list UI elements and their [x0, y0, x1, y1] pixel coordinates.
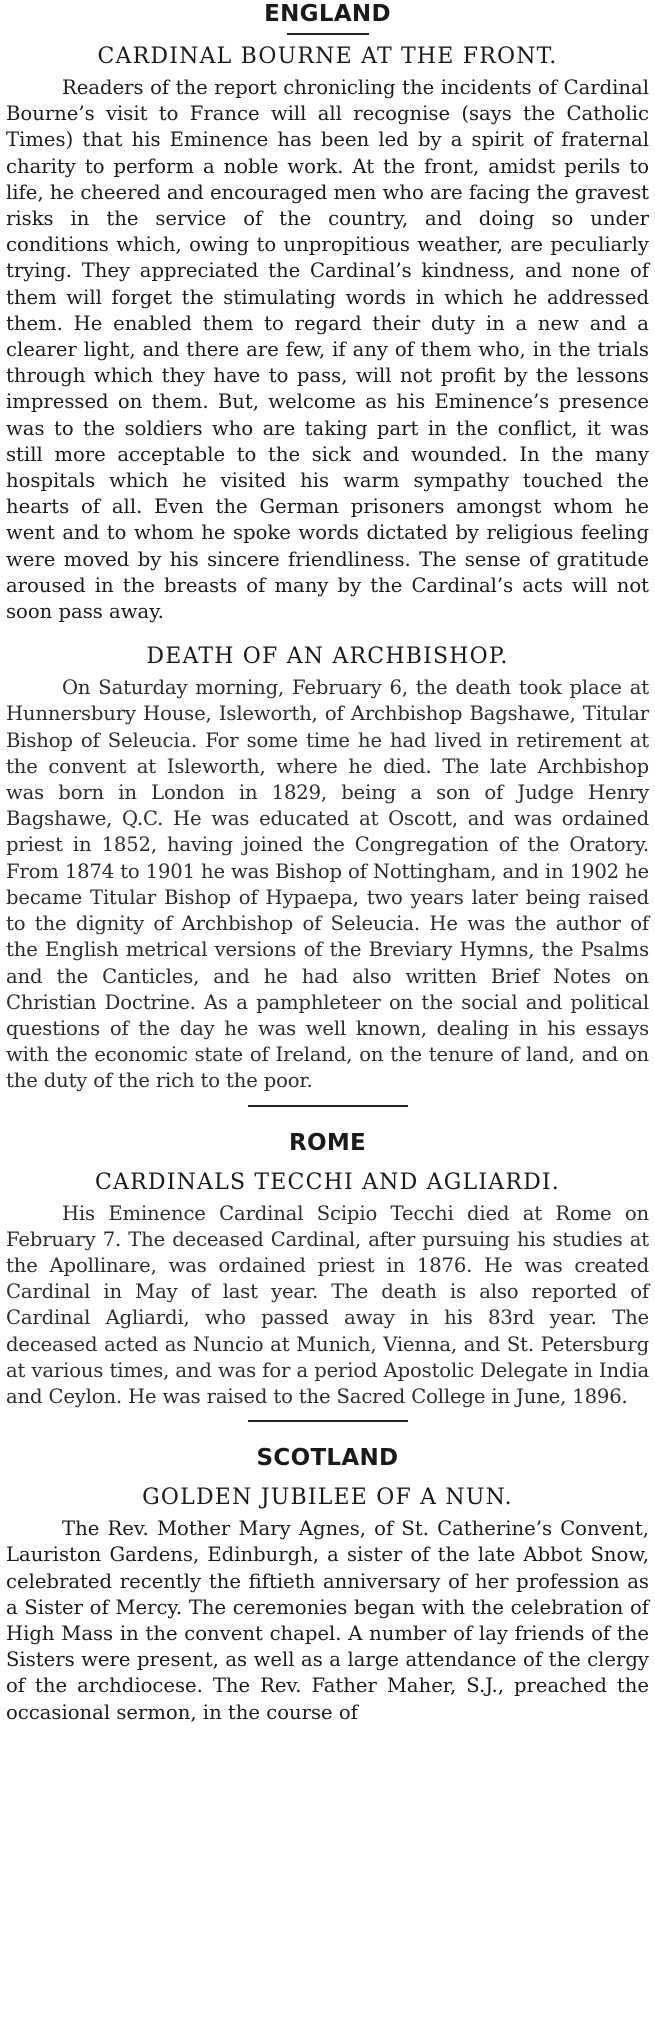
article-body-golden-jubilee: The Rev. Mother Mary Agnes, of St. Catherine’s Convent, Lauriston Gardens, Edinburgh, a sister of the late Abbot Snow, celebrated recently the fiftieth anniversary of her profession as a Sister of Mercy. The ceremonies began with the celebration of High Mass in the convent chapel. A number of lay friends of the Sisters were present, as well as a large attendance of the clergy of the archdiocese. The Rev. Father Maher, S.J., preached the occasional sermon, in the course of: [6, 1517, 649, 1724]
section-divider: [248, 1420, 408, 1422]
article-body-death-archbishop: On Saturday morning, February 6, the death took place at Hunnersbury House, Isleworth, of Archbishop Bagshawe, Titular Bishop of Seleucia. For some time he had lived in retirement at the convent at Isleworth, where he died. The late Archbishop was born in London in 1829, being a son of Judge Henry Bagshawe, Q.C. He was educated at Oscott, and was ordained priest in 1852, having joined the Congregation of the Oratory. From 1874 to 1901 he was Bishop of Nottingham, and in 1902 he became Titular Bishop of Hypaepa, two years later being raised to the dignity of Archbishop of Seleucia. He was the author of the English metrical versions of the Breviary Hymns, the Psalms and the Canticles, and he had also written Brief Notes on Christian Doctrine. As a pamphleteer on the social and political questions of the day he was well known, dealing in his essays with the economic state of Ireland, on the tenure of land, and on the duty of the rich to the poor.: [6, 676, 649, 1093]
article-title-cardinal-bourne: CARDINAL BOURNE AT THE FRONT.: [97, 44, 558, 69]
section-heading-rome: ROME: [288, 1129, 367, 1156]
article-body-cardinal-bourne: Readers of the report chronicling the incidents of Cardinal Bourne’s visit to France will all recognise (says the Catholic Times) that his Eminence has been led by a spirit of fraternal charity to perform a noble work. At the front, amidst perils to life, he cheered and encouraged men who are facing the gravest risks in the service of the country, and doing so under conditions which, owing to unpropitious weather, are peculiarly trying. They appreciated the Cardinal’s kindness, and none of them will forget the stimulating words in which he addressed them. He enabled them to regard their duty in a new and a clearer light, and there are few, if any of them who, in the trials through which they have to pass, will not profit by the lessons impressed on them. But, welcome as his Eminence’s presence was to the soldiers who are taking part in the conflict, it was still more acceptable to the sick and wounded. In the many hospitals which he visited his warm sympathy touched the hearts of all. Even the German prisoners amongst whom he went and to whom he spoke words dictated by religious feeling were moved by his sincere friendliness. The sense of gratitude aroused in the breasts of many by the Cardinal’s acts will not soon pass away.: [6, 76, 649, 624]
spacer: [6, 625, 649, 643]
section-heading-scotland: SCOTLAND: [256, 1445, 399, 1472]
article-title-cardinals-tecchi: CARDINALS TECCHI AND AGLIARDI.: [95, 1169, 560, 1195]
article-title-golden-jubilee: GOLDEN JUBILEE OF A NUN.: [142, 1485, 513, 1511]
section-heading-england: ENGLAND: [264, 1, 391, 27]
heading-rule: [287, 33, 369, 35]
spacer: [6, 1472, 649, 1484]
article-title-death-archbishop: DEATH OF AN ARCHBISHOP.: [146, 644, 509, 670]
article-body-cardinals-tecchi: His Eminence Cardinal Scipio Tecchi died at Rome on February 7. The deceased Cardinal, after pursuing his studies at the Apollinare, was ordained priest in 1876. He was created Cardinal in May of last year. The death is also reported of Cardinal Agliardi, who passed away in his 83rd year. The deceased acted as Nuncio at Munich, Vienna, and St. Petersburg at various times, and was for a period Apostolic Delegate in India and Ceylon. He was raised to the Sacred College in June, 1896.: [6, 1201, 649, 1408]
spacer: [6, 1157, 649, 1169]
section-divider: [248, 1105, 408, 1107]
